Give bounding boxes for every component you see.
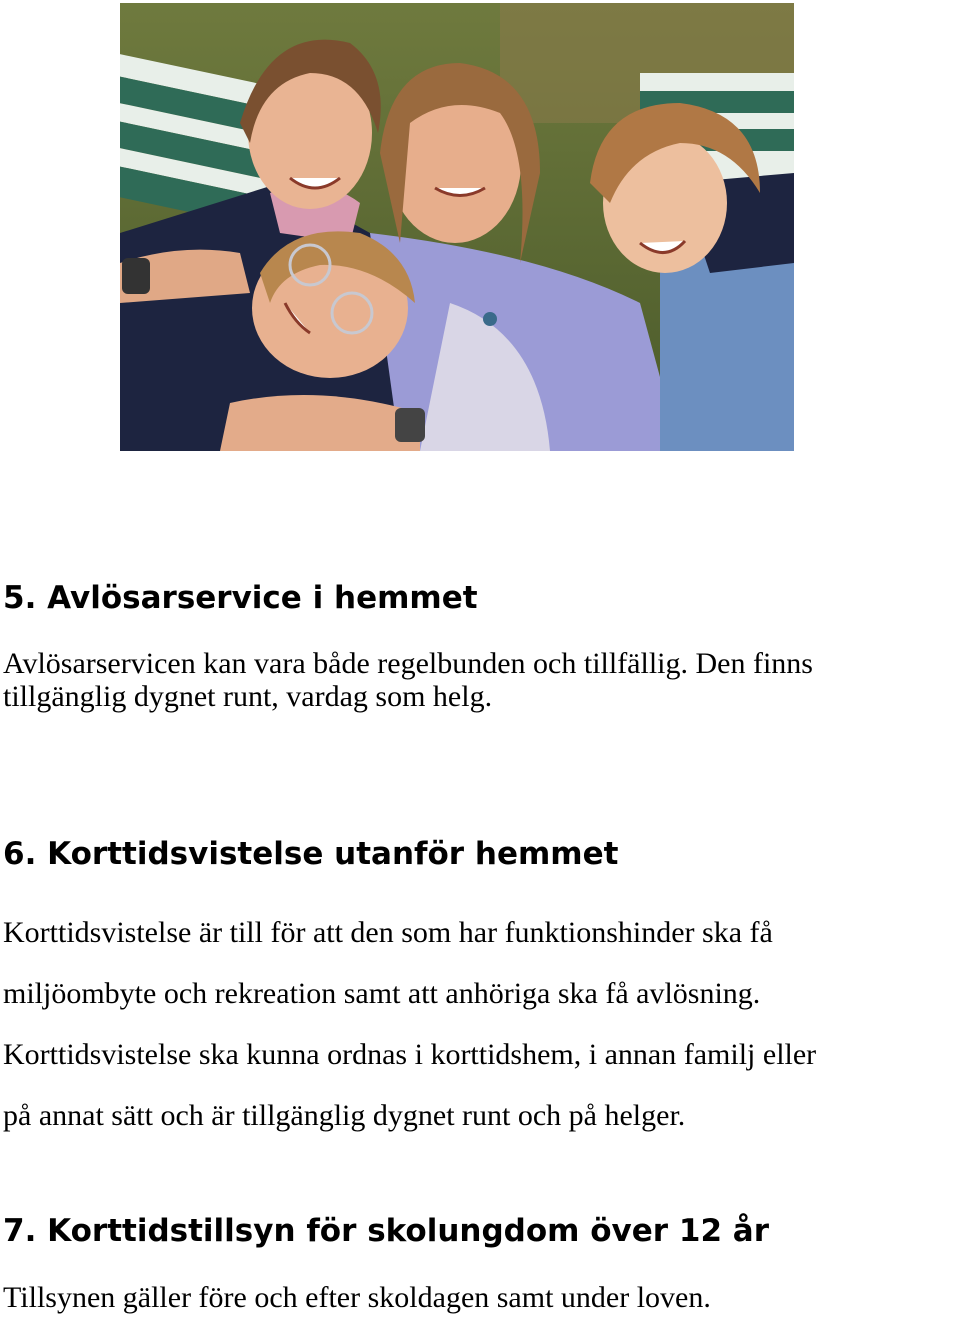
paragraph-line: tillgänglig dygnet runt, vardag som helg. <box>3 680 493 713</box>
section-paragraph <box>3 902 816 1146</box>
family-photo <box>120 3 794 451</box>
paragraph-line: Korttidsvistelse är till för att den som har funktionshinder ska få <box>3 916 773 949</box>
section-paragraph <box>3 1280 711 1316</box>
section-paragraph <box>3 647 813 713</box>
section-heading: 6. Korttidsvistelse utanför hemmet <box>3 836 619 872</box>
paragraph-line: Tillsynen gäller före och efter skoldagen samt under loven. <box>3 1281 711 1314</box>
paragraph-line: Korttidsvistelse ska kunna ordnas i korttidshem, i annan familj eller <box>3 1038 817 1071</box>
paragraph-line: på annat sätt och är tillgänglig dygnet runt och på helger. <box>3 1099 686 1132</box>
paragraph-line: miljöombyte och rekreation samt att anhöriga ska få avlösning. <box>3 977 761 1010</box>
section-heading: 5. Avlösarservice i hemmet <box>3 580 478 616</box>
section-heading: 7. Korttidstillsyn för skolungdom över 12 år <box>3 1213 770 1249</box>
paragraph-line: Avlösarservicen kan vara både regelbunden och tillfällig. Den finns <box>3 647 813 680</box>
